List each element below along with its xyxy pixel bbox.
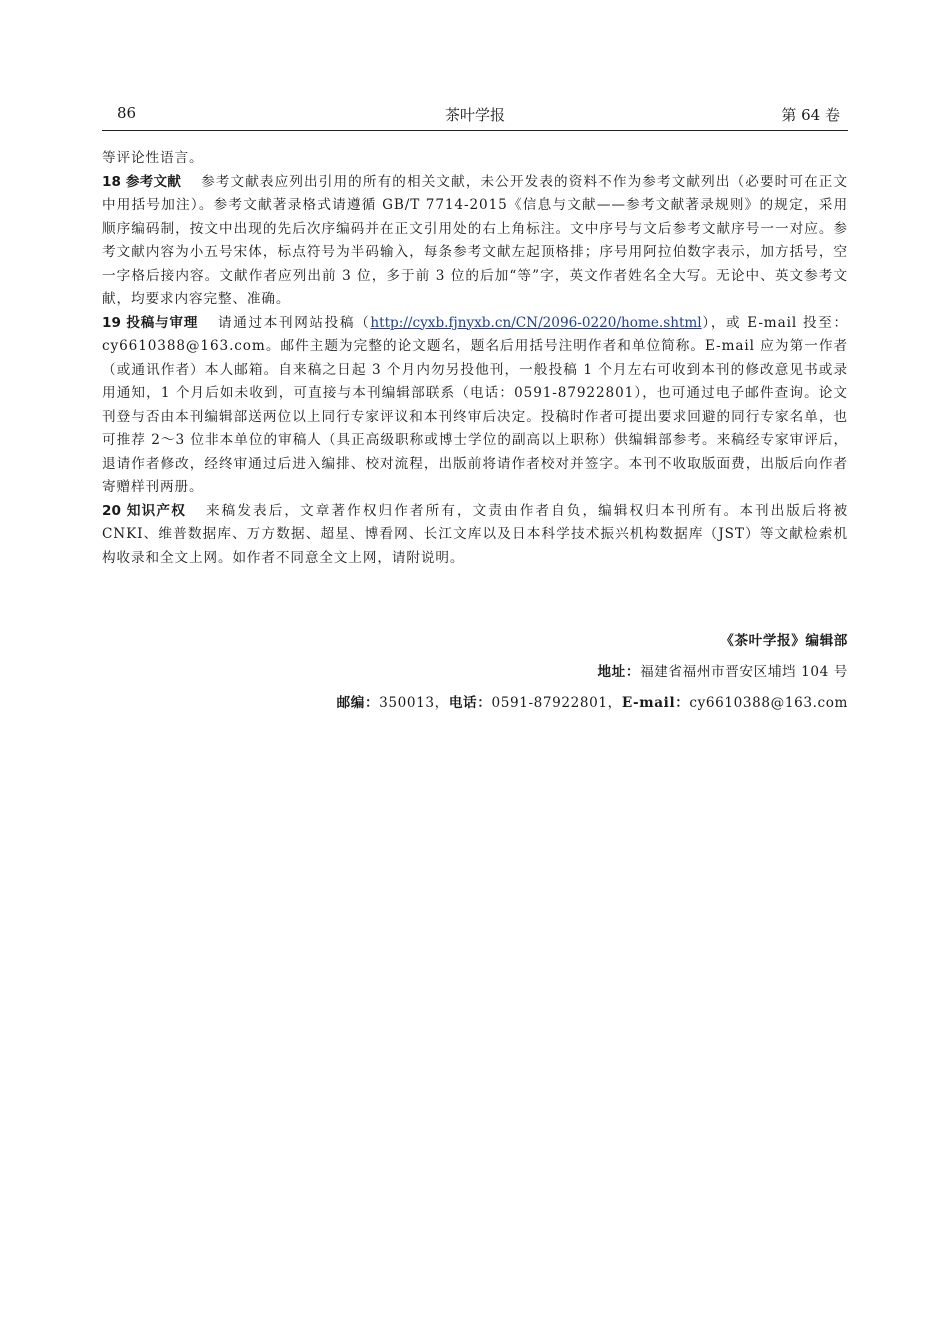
- section-references: [102, 171, 848, 312]
- journal-title: 茶叶学报: [444, 106, 505, 124]
- intro-line: 等评论性语言。: [102, 150, 204, 166]
- address-label: 地址：: [597, 664, 641, 680]
- section-body-part2: ），或 E-mail 投至：cy6610388@163.com。邮件主题为完整的论文题名，题名后用括号注明作者和单位简称。E-mail 应为第一作者（或通讯作者）本人邮箱。自来稿之日起 3 个月内勿另投他刊，一般投稿 1 个月左右可收到本刊的修改意见书或录用通知，1 个月后如未收到，可直接与本刊编辑部联系（电话：0591-87922801），也可通过电子邮件查询。论文刊登与否由本刊编辑部送两位以上同行专家评议和本刊终审后决定。投稿时作者可提出要求回避的同行专家名单，也可推荐 2～3 位非本单位的审稿人（具正高级职称或博士学位的副高以上职称）供编辑部参考。来稿经专家审评后，退请作者修改，经终审通过后进入编排、校对流程，出版前将请作者校对并签字。本刊不收取版面费，出版后向作者寄赠样刊两册。: [102, 314, 849, 495]
- contact-line: [337, 688, 848, 719]
- editorial-signature: 《茶叶学报》编辑部: [720, 633, 848, 649]
- email-label: E-mail：: [621, 695, 690, 711]
- page-number: 86: [117, 104, 137, 122]
- address-value: 福建省福州市晋安区埔垱 104 号: [640, 664, 848, 680]
- postcode-value: 350013，: [379, 695, 449, 711]
- volume-number: 第 64 卷: [781, 106, 840, 124]
- phone-value: 0591-87922801，: [491, 695, 622, 711]
- section-body-part1: 请通过本刊网站投稿（: [218, 314, 371, 331]
- main-text: [102, 147, 848, 570]
- postcode-label: 邮编：: [336, 695, 380, 711]
- phone-label: 电话：: [448, 695, 492, 711]
- address-line: [337, 657, 848, 688]
- email-value: cy6610388@163.com: [689, 695, 848, 711]
- submission-website-link[interactable]: http://cyxb.fjnyxb.cn/CN/2096-0220/home.shtml: [370, 314, 702, 331]
- section-title: 20 知识产权: [102, 502, 186, 519]
- section-title: 19 投稿与审理: [102, 314, 199, 331]
- section-body: 来稿发表后，文章著作权归作者所有，文责由作者自负，编辑权归本刊所有。本刊出版后将被 CNKI、维普数据库、万方数据、超星、博看网、长江文库以及日本科学技术振兴机构数据库（JST）等文献检索机构收录和全文上网。如作者不同意全文上网，请附说明。: [102, 502, 848, 566]
- section-title: 18 参考文献: [102, 173, 182, 190]
- section-copyright: [102, 500, 848, 571]
- contact-block: [337, 626, 848, 719]
- section-submission: [102, 312, 848, 500]
- running-header: [102, 100, 848, 131]
- section-body: 参考文献表应列出引用的所有的相关文献，未公开发表的资料不作为参考文献列出（必要时可在正文中用括号加注）。参考文献著录格式请遵循 GB/T 7714-2015《信息与文献——参考文献著录规则》的规定，采用顺序编码制，按文中出现的先后次序编码并在正文引用处的右上角标注。文中序号与文后参考文献序号一一对应。参考文献内容为小五号宋体，标点符号为半码输入，每条参考文献左起顶格排；序号用阿拉伯数字表示，加方括号，空一字格后接内容。文献作者应列出前 3 位，多于前 3 位的后加“等”字，英文作者姓名全大写。无论中、英文参考文献，均要求内容完整、准确。: [102, 173, 848, 307]
